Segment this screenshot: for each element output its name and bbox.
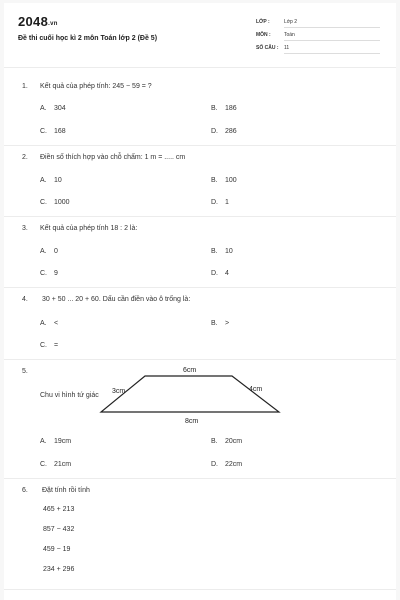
trapezoid-top-label: 6cm <box>183 367 197 374</box>
question-4-option-a[interactable]: A. < <box>40 320 59 327</box>
trapezoid-right-label: 4cm <box>249 386 263 393</box>
expression-1: 465 + 213 <box>43 506 75 513</box>
question-4-number: 4. <box>22 296 28 303</box>
meta-count-label: SỐ CÂU : <box>256 45 279 51</box>
meta-subject-value: Toán <box>284 32 380 41</box>
expression-2: 857 − 432 <box>43 526 75 533</box>
trapezoid-bottom-label: 8cm <box>185 418 199 425</box>
question-1-option-c[interactable]: C. 168 <box>40 128 66 135</box>
question-2-number: 2. <box>22 154 28 161</box>
divider <box>4 478 396 479</box>
question-3-option-c[interactable]: C. 9 <box>40 270 58 277</box>
question-3-option-b[interactable]: B. 10 <box>211 248 233 255</box>
exam-page <box>4 3 396 600</box>
question-4-option-c[interactable]: C. = <box>40 342 59 349</box>
question-4-option-b[interactable]: B. > <box>211 320 230 327</box>
question-2-option-a[interactable]: A. 10 <box>40 177 62 184</box>
question-3-option-d[interactable]: D. 4 <box>211 270 229 277</box>
question-1-option-a[interactable]: A. 304 <box>40 105 66 112</box>
meta-class-value: Lớp 2 <box>284 19 380 28</box>
question-3-option-a[interactable]: A. 0 <box>40 248 58 255</box>
question-5-option-a[interactable]: A. 19cm <box>40 438 72 445</box>
question-1-option-d[interactable]: D. 286 <box>211 128 237 135</box>
question-5-option-b[interactable]: B. 20cm <box>211 438 243 445</box>
question-5-text: Chu vi hình tứ giác <box>40 392 99 399</box>
question-5-option-d[interactable]: D. 22cm <box>211 461 243 468</box>
question-2-text: Điền số thích hợp vào chỗ chấm: 1 m = ..... cm <box>40 154 186 161</box>
trapezoid-left-label: 3cm <box>112 388 126 395</box>
trapezoid-shape <box>101 376 279 412</box>
question-3-text: Kết quả của phép tính 18 : 2 là: <box>40 225 138 232</box>
expression-3: 459 − 19 <box>43 546 71 553</box>
question-1-number: 1. <box>22 83 28 90</box>
meta-class-label: LỚP : <box>256 19 270 25</box>
meta-count-value: 11 <box>284 45 380 54</box>
divider <box>4 589 396 590</box>
site-logo[interactable]: 2048.vn <box>18 14 58 29</box>
question-6-text: Đặt tính rồi tính <box>42 487 90 494</box>
question-2-option-d[interactable]: D. 1 <box>211 199 229 206</box>
question-5-option-c[interactable]: C. 21cm <box>40 461 72 468</box>
question-2-option-b[interactable]: B. 100 <box>211 177 237 184</box>
exam-title: Đề thi cuối học kì 2 môn Toán lớp 2 (Đề 5) <box>18 35 158 42</box>
question-1-text: Kết quả của phép tính: 245 − 59 = ? <box>40 83 152 90</box>
question-1-option-b[interactable]: B. 186 <box>211 105 237 112</box>
question-5-number: 5. <box>22 368 28 375</box>
expression-4: 234 + 296 <box>43 566 75 573</box>
question-3-number: 3. <box>22 225 28 232</box>
meta-subject-label: MÔN : <box>256 32 271 38</box>
question-4-text: 30 + 50 ... 20 + 60. Dấu cần điền vào ô trống là: <box>42 296 191 303</box>
question-2-option-c[interactable]: C. 1000 <box>40 199 70 206</box>
question-6-number: 6. <box>22 487 28 494</box>
